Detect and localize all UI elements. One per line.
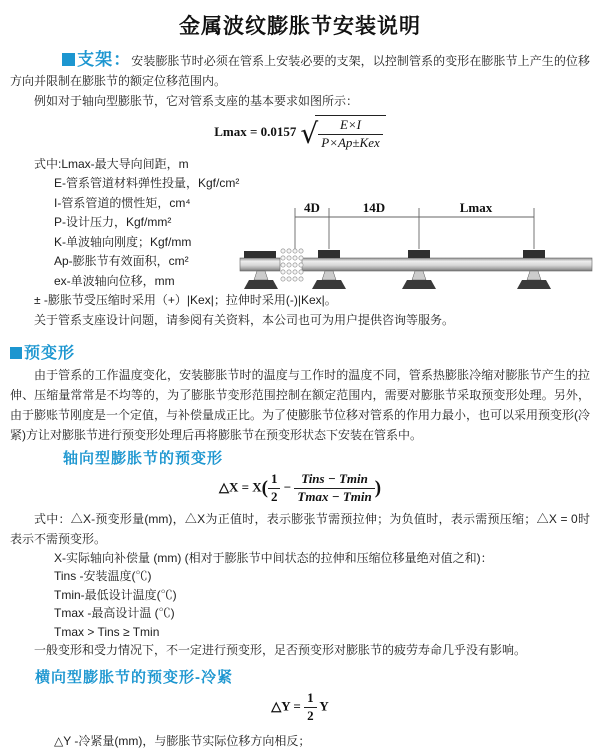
half-fraction	[268, 472, 281, 505]
axial-formula-lhs: △X = X	[218, 479, 262, 495]
definition-line: I-管系管道的惯性矩，cm⁴	[54, 195, 191, 210]
definition-line: P-设计压力，Kgf/mm²	[54, 215, 172, 230]
right-paren: )	[374, 477, 382, 499]
temperature-definition-line: Tins -安装温度(℃)	[54, 569, 152, 584]
lateral-subheading: 横向型膨胀节的预变形-冷紧	[35, 668, 233, 686]
formula-definitions-block	[10, 155, 590, 335]
plusminus-note-line: ± -膨胀节受压缩时采用（+）|Kex|；拉伸时采用(-)|Kex|。	[34, 293, 337, 308]
lateral-note-line: △Y -冷紧量(mm)，与膨胀节实际位移方向相反；	[54, 733, 311, 748]
temp-fraction-numerator: Tins − Tmin	[301, 470, 368, 486]
diagram-label-4d: 4D	[304, 199, 320, 215]
minus-sign: −	[283, 479, 292, 495]
temperature-definition-line: Tmin-最低设计温度(℃)	[54, 587, 177, 602]
lmax-fraction-denominator: P×Ap±Kex	[318, 134, 383, 151]
lmax-formula-lhs: Lmax = 0.0157	[214, 123, 297, 139]
axial-formula	[10, 472, 590, 505]
temperature-definition-line: Tmax > Tins ≥ Tmin	[54, 624, 160, 639]
half-denominator: 2	[268, 488, 281, 505]
lateral-formula	[10, 691, 590, 724]
definition-line: Ap-膨胀节有效面积，cm²	[54, 254, 189, 269]
predeform-body-paragraph: 由于管系的工作温度变化，安装膨胀节时的温度与工作时的温度不同，管系热膨胀冷缩对膨胀节产生的拉伸、压缩量常常是不均等的，为了膨胀节变形范围控制在额定范围内，需要对膨胀节采取预变形处理。另外，由于膨账节刚度是一个定值，与补偿量成正比。为了使膨胀节位移对管系的作用力最小，也可以采用预变形(冷紧)方让对膨胀节进行预变形处理后再将膨胀节在预变形状态下安装在管系中。	[10, 367, 591, 442]
definition-line: 式中:Lmax-最大导向间距，m	[34, 156, 189, 171]
temperature-fraction	[294, 472, 374, 505]
temperature-definition-line: Tmax -最高设计温 (℃)	[54, 606, 175, 621]
lateral-formula-rhs: Y	[319, 698, 329, 714]
service-note-line: 关于管系支座设计问题，请参阅有关资料，本公司也可为用户提供咨询等服务。	[34, 312, 455, 327]
half-numerator: 1	[270, 470, 278, 486]
predeform-section-heading	[10, 340, 590, 363]
lateral-fraction-numerator: 1	[307, 689, 314, 705]
radical-body	[315, 115, 386, 151]
support-example-line: 例如对于轴向型膨胀节，它对管系支座的基本要求如图所示：	[34, 94, 359, 108]
square-bullet-icon	[62, 53, 75, 66]
lateral-formula-lhs: △Y =	[271, 698, 301, 714]
axial-explain-paragraph: 式中：△X-预变形量(mm)，△X为正值时，表示膨张节需预拉伸；为负值时，表示需预压缩；△X = 0时表示不需预变形。	[10, 511, 590, 546]
definition-line: E-管系管道材料弹性投量，Kgf/cm²	[54, 176, 240, 191]
axial-note-line: 一般变形和受力情况下，不一定进行预变形，足否预变形对膨胀节的疲劳寿命几乎没有影响。	[34, 643, 527, 658]
pipe-support-diagram	[238, 195, 594, 295]
predeform-heading-label: 预变形	[24, 344, 76, 362]
lateral-fraction-denominator: 2	[304, 707, 317, 724]
x-definition-line: X-实际轴向补偿量 (mm) (相对于膨胀节中间状态的拉伸和压缩位移量绝对值之和)：	[54, 550, 493, 565]
temp-fraction-denominator: Tmax − Tmin	[294, 488, 374, 505]
diagram-label-14d: 14D	[362, 199, 386, 215]
lmax-fraction	[318, 118, 383, 151]
diagram-label-lmax: Lmax	[459, 199, 493, 215]
lmax-formula	[10, 115, 590, 151]
support-intro-text: 安装膨胀节时必须在管系上安装必要的支架，以控制管系的变形在膨胀节上产生的位移方向并限制在膨胀节的额定位移范围内。	[10, 54, 590, 88]
axial-subheading: 轴向型膨胀节的预变形	[63, 449, 224, 467]
dimension-line	[295, 208, 534, 253]
lateral-half-fraction	[304, 691, 317, 724]
page-title: 金属波纹膨胀节安装说明	[179, 15, 421, 38]
bellows-icon	[281, 249, 303, 281]
square-bullet-icon	[10, 347, 22, 359]
support-intro-paragraph	[10, 50, 590, 91]
lmax-fraction-numerator: E×I	[339, 117, 362, 132]
left-paren: (	[261, 477, 268, 499]
support-heading-label: 支架：	[77, 50, 132, 69]
definition-line: K-单波轴向刚度；Kgf/mm	[54, 234, 192, 249]
support-section-heading	[62, 50, 132, 69]
radical-sign-icon: √	[300, 116, 319, 150]
definition-line: ex-单波轴向位移，mm	[54, 273, 175, 288]
